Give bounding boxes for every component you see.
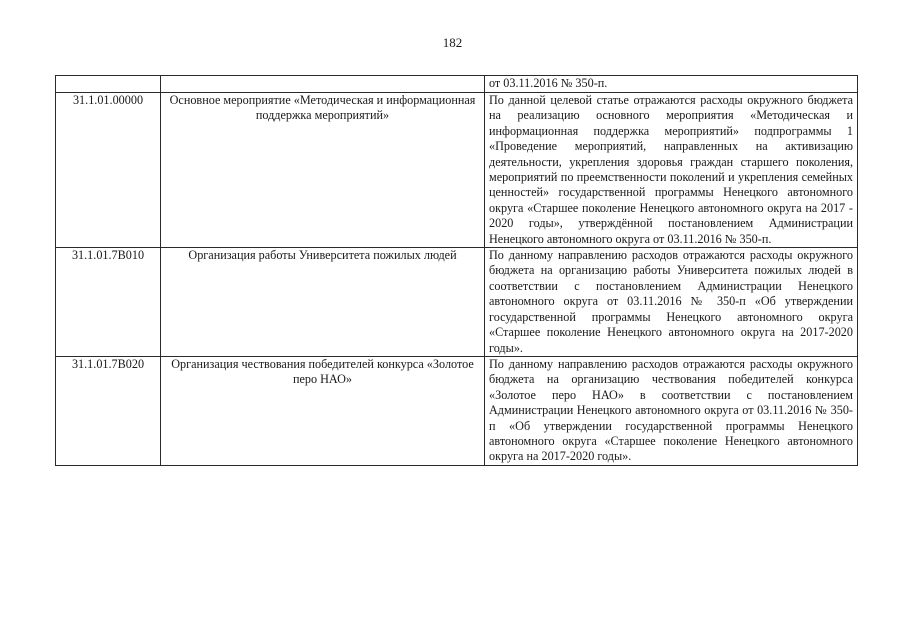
name-cell: Организация чествования победителей конкурса «Золотое перо НАО» — [161, 356, 485, 465]
code-cell: 31.1.01.7В020 — [56, 356, 161, 465]
description-cell: По данному направлению расходов отражаются расходы окружного бюджета на организацию работы Университета пожилых людей в соответствии с постановлением Администрации Ненецкого автономного округа от 03.11.2016 № 350-п «Об утверждении государственной программы Ненецкого автономного округа «Старшее поколение Ненецкого автономного округа на 2017-2020 годы». — [485, 248, 858, 357]
name-cell: Основное мероприятие «Методическая и информационная поддержка мероприятий» — [161, 93, 485, 248]
table-row — [56, 248, 858, 357]
name-cell — [161, 76, 485, 93]
code-cell — [56, 76, 161, 93]
name-cell: Организация работы Университета пожилых людей — [161, 248, 485, 357]
description-cell: от 03.11.2016 № 350-п. — [485, 76, 858, 93]
code-cell: 31.1.01.7В010 — [56, 248, 161, 357]
description-cell: По данному направлению расходов отражаются расходы окружного бюджета на организацию чествования победителей конкурса «Золотое перо НАО» в соответствии с постановлением Администрации Ненецкого автономного округа от 03.11.2016 № 350-п «Об утверждении государственной программы Ненецкого автономного округа «Старшее поколение Ненецкого автономного округа на 2017-2020 годы». — [485, 356, 858, 465]
table-row — [56, 93, 858, 248]
page-number: 182 — [442, 35, 463, 50]
description-cell: По данной целевой статье отражаются расходы окружного бюджета на реализацию основного мероприятия «Методическая и информационная поддержка мероприятий» подпрограммы 1 «Проведение мероприятий, направленных на активизацию деятельности, укрепления здоровья граждан старшего поколения, мероприятий по преемственности поколений и укрепления семейных ценностей» государственной программы Ненецкого автономного округа «Старшее поколение Ненецкого автономного округа на 2017 - 2020 годы», утверждённой постановлением Администрации Ненецкого автономного округа от 03.11.2016 № 350-п. — [485, 93, 858, 248]
code-cell: 31.1.01.00000 — [56, 93, 161, 248]
table-row — [56, 356, 858, 465]
budget-classification-table — [55, 75, 858, 466]
table-row-continuation — [56, 76, 858, 93]
